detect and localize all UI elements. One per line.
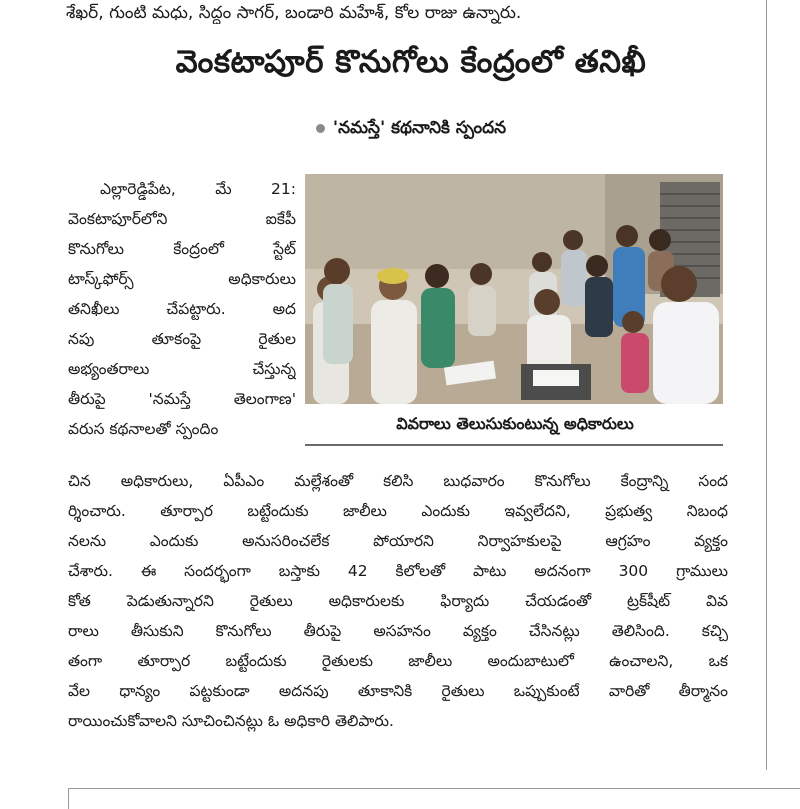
column-line: వరుస కథనాలతో స్పందిం (68, 420, 219, 438)
column-line: తీరుపై 'నమస్తే తెలంగాణ' (68, 390, 296, 408)
column-line: వెంకటాపూర్‌లోని ఐకేపీ (68, 210, 296, 228)
news-photo (305, 174, 723, 404)
previous-article-credit-line: శేఖర్‌, గుంటి మధు, సిద్ధం సాగర్‌, బండారి మహేశ్‌, కోల రాజు ఉన్నారు. (66, 3, 522, 23)
column-line: కొనుగోలు కేంద్రంలో స్టేట్‌ (68, 240, 296, 258)
subhead-text: 'నమస్తే' కథనానికి స్పందన (332, 118, 507, 138)
article-headline: వెంకటాపూర్‌ కొనుగోలు కేంద్రంలో తనిఖీ (175, 44, 647, 80)
next-article-frame (68, 788, 800, 809)
column-line: నపు తూకంపై రైతుల (68, 330, 296, 348)
officials-inspecting-photo (305, 174, 723, 404)
body-line: చేశారు. ఈ సందర్భంగా బస్తాకు 42 కిలోలతో పాటు అదనంగా 300 గ్రాములు (68, 562, 728, 580)
column-line: ఎల్లారెడ్డిపేట, మే 21: (100, 180, 296, 198)
body-line: రాలు తీసుకుని కొనుగోలు తీరుపై అసహనం వ్యక్తం చేసినట్లు తెలిసింది. కచ్చి (68, 622, 728, 640)
body-line: నలను ఎందుకు అనుసరించలేక పోయారని నిర్వాహకులపై ఆగ్రహం వ్యక్తం (68, 532, 728, 550)
column-line: అభ్యంతరాలు చేస్తున్న (68, 360, 296, 378)
column-line: టాస్క్‌ఫోర్స్‌ అధికారులు (68, 270, 296, 288)
photo-caption: వివరాలు తెలుసుకుంటున్న అధికారులు (396, 414, 634, 433)
article-subhead (66, 116, 756, 140)
body-line: ర్శించారు. తూర్పార బట్టేందుకు జాలీలు ఎందుకు ఇవ్వలేదని, ప్రభుత్వ నిబంధ (68, 502, 728, 520)
column-line: తనిఖీలు చేపట్టారు. అద (68, 300, 296, 318)
column-divider (766, 0, 767, 770)
body-line: రాయించుకోవాలని సూచించినట్లు ఓ అధికారి తెలిపారు. (68, 712, 394, 730)
body-line: కోత పెడుతున్నారని రైతులు అధికారులకు ఫిర్యాదు చేయడంతో ట్రక్‌షీట్‌ వివ (68, 592, 728, 610)
body-line: వేల ధాన్యం పట్టకుండా అదనపు తూకానికి రైతులు ఒప్పుకుంటే వారితో తీర్మానం (68, 682, 728, 700)
body-line: చిన అధికారులు, ఏపీఎం మల్లేశంతో కలిసి బుధవారం కొనుగోలు కేంద్రాన్ని సంద (68, 472, 728, 490)
bullet-icon (316, 124, 325, 133)
caption-rule (305, 444, 723, 446)
body-line: తంగా తూర్పార బట్టేందుకు రైతులకు జాలీలు అందుబాటులో ఉంచాలని, ఒక (68, 652, 728, 670)
